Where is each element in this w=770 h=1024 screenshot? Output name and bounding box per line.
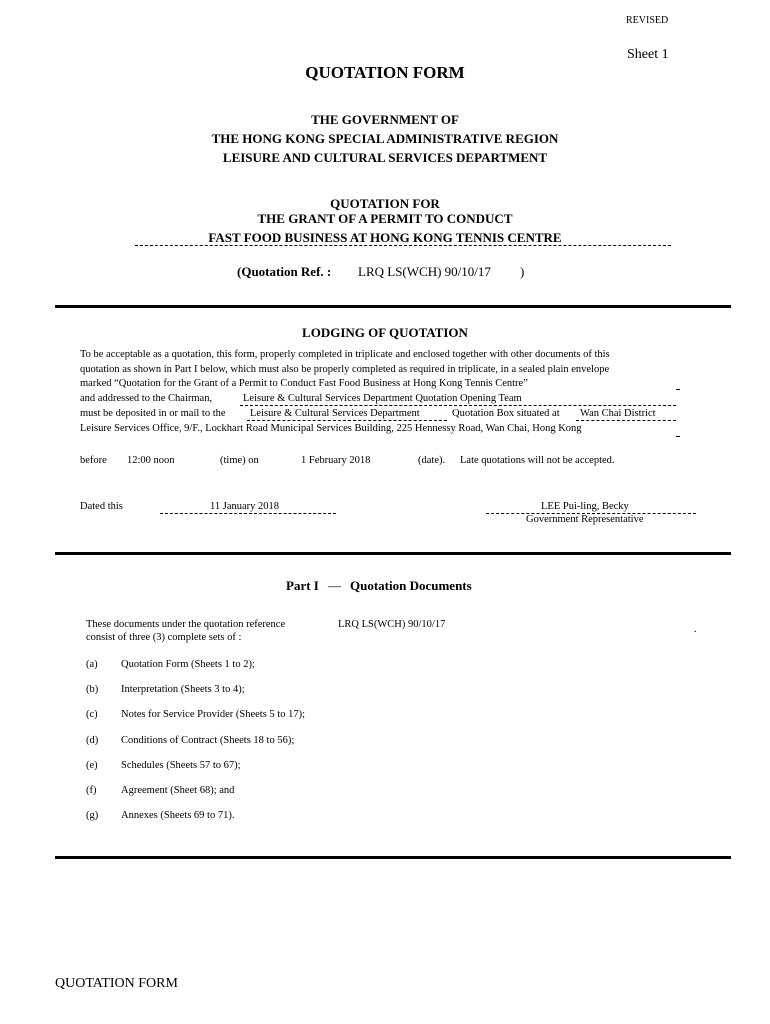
quotation-ref-value: LRQ LS(WCH) 90/10/17 [358,264,491,279]
list-item: Agreement (Sheet 68); and [121,785,235,796]
list-item: Quotation Form (Sheets 1 to 2); [121,659,255,670]
late-note: Late quotations will not be accepted. [460,455,615,466]
list-item: Conditions of Contract (Sheets 18 to 56); [121,735,295,746]
lodging-para-line-2: quotation as shown in Part I below, which must also be properly completed as required in triplicate, in a sealed plain envelope [80,364,610,375]
part-dash: — [328,578,341,593]
deposited-label: must be deposited in or mail to the [80,408,226,419]
deadline-date: 1 February 2018 [301,455,371,466]
list-item: Schedules (Sheets 57 to 67); [121,760,241,771]
list-item: Notes for Service Provider (Sheets 5 to 17); [121,709,306,720]
lodging-para-line-1: To be acceptable as a quotation, this form, properly completed in triplicate and enclosed together with other documents of this [80,349,610,360]
revised-label: REVISED [626,15,669,26]
before-label: before [80,455,107,466]
addressed-label: and addressed to the Chairman, [80,393,213,404]
addressee-name: Leisure & Cultural Services Department Quotation Opening Team [243,393,522,404]
subject-dotted-line [135,245,671,246]
representative-title: Government Representative [526,514,644,525]
footer-label: QUOTATION FORM [55,976,178,991]
representative-name: LEE Pui-ling, Becky [541,501,629,512]
lodging-heading: LODGING OF QUOTATION [302,325,468,340]
box-label: Quotation Box situated at [452,408,560,419]
district-value: Wan Chai District [580,408,656,419]
section-divider-1 [55,305,731,308]
list-item-letter: (g) [86,810,99,821]
box-owner: Leisure & Cultural Services Department [250,408,420,419]
dept-line-2: THE HONG KONG SPECIAL ADMINISTRATIVE REGION [211,131,559,146]
part-label: Part I [286,578,319,593]
deadline-time: 12:00 noon [127,455,175,466]
sheet-number: Sheet 1 [627,47,669,62]
lodging-para-line-3: marked “Quotation for the Grant of a Permit to Conduct Fast Food Business at Hong Kong Tennis Centre” [80,378,528,389]
part-intro-ref: LRQ LS(WCH) 90/10/17 [338,619,446,630]
list-item-letter: (c) [86,709,98,720]
quotation-ref-close: ) [520,264,525,279]
list-item: Annexes (Sheets 69 to 71). [121,810,235,821]
dept-line-1: THE GOVERNMENT OF [311,112,459,127]
list-item: Interpretation (Sheets 3 to 4); [121,684,245,695]
date-label: (date). [418,455,446,466]
list-item-letter: (d) [86,735,99,746]
section-divider-3 [55,856,731,859]
dept-line-3: LEISURE AND CULTURAL SERVICES DEPARTMENT [222,150,548,165]
district-fill-line [576,420,676,421]
part-intro-line-1: These documents under the quotation reference [86,619,286,630]
list-item-letter: (a) [86,659,98,670]
section-divider-2 [55,552,731,555]
quotation-ref-label: (Quotation Ref. : [237,264,332,279]
time-label: (time) on [220,455,259,466]
subject-line-1: QUOTATION FOR [330,196,440,211]
addressee-fill-line [240,405,676,406]
dated-date: 11 January 2018 [210,501,280,512]
part-title: Quotation Documents [350,578,472,593]
box-owner-fill-line [247,420,447,421]
subject-line-3: FAST FOOD BUSINESS AT HONG KONG TENNIS CENTRE [208,230,562,245]
dated-label: Dated this [80,501,123,512]
address-line: Leisure Services Office, 9/F., Lockhart Road Municipal Services Building, 225 Hennessy Road, Wan Chai, Hong Kong [80,423,582,434]
page-title: QUOTATION FORM [305,63,465,82]
dated-fill-line [160,513,336,514]
part-intro-line-2: consist of three (3) complete sets of : [86,632,242,643]
list-item-letter: (b) [86,684,99,695]
part-intro-period: . [694,624,697,635]
subject-line-2: THE GRANT OF A PERMIT TO CONDUCT [257,211,513,226]
list-item-letter: (e) [86,760,98,771]
address-fill-line [676,436,680,437]
para3-fill-line [676,389,680,390]
list-item-letter: (f) [86,785,97,796]
